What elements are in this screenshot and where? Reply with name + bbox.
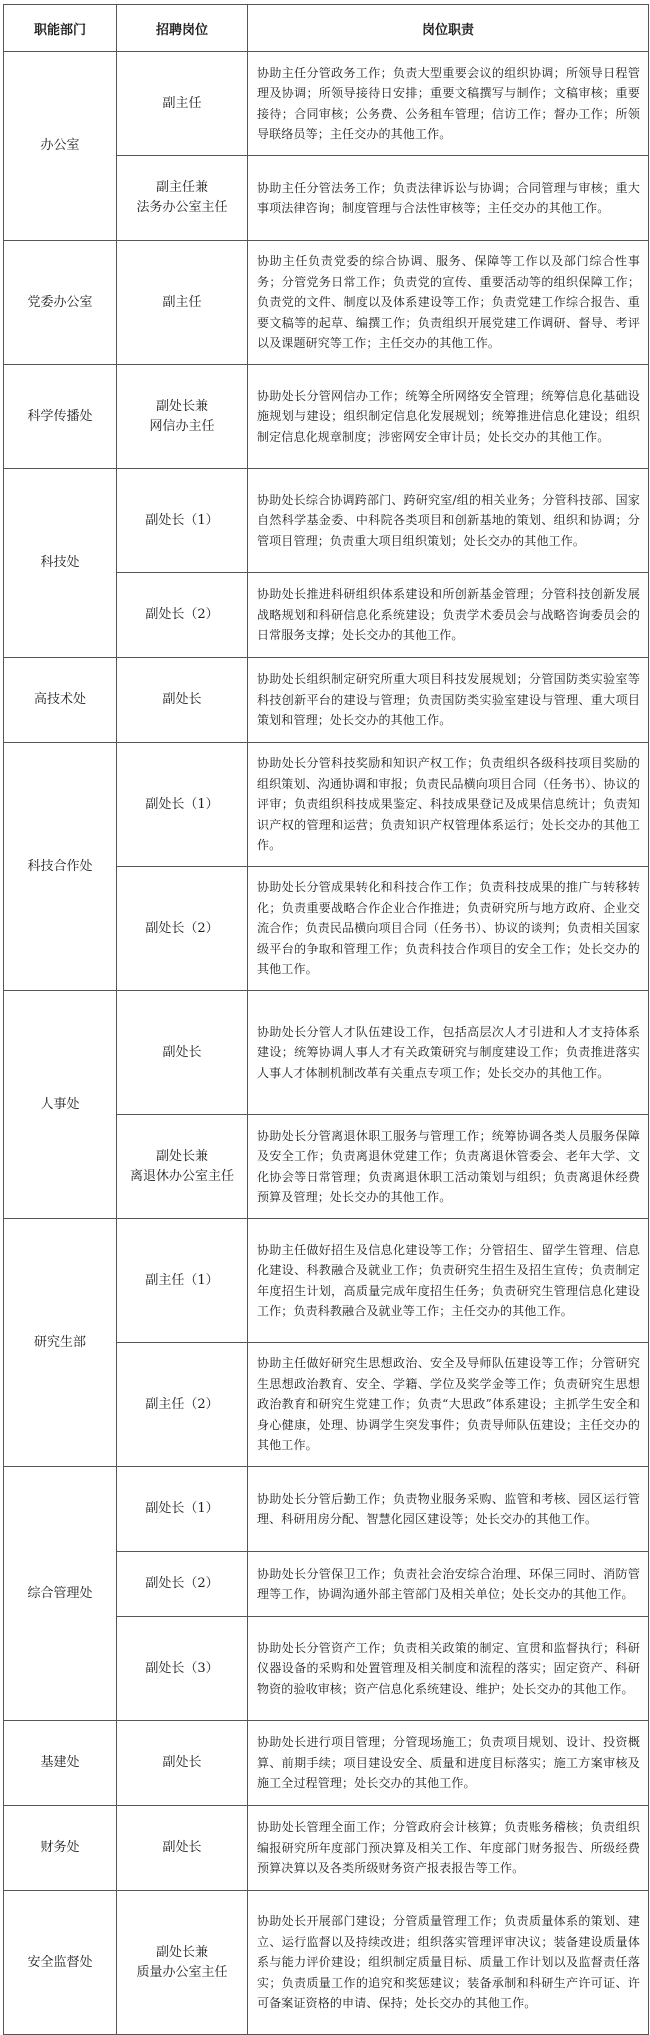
duty-cell: 协助主任分管政务工作；负责大型重要会议的组织协调；所领导日程管理及协调；所领导接待日安排；重要文稿撰写与制作；文稿审核；重要接待；合同审核；公务费、公务租车管理；信访工作；督办工作；所领导联络员等；主任交办的其他工作。 (248, 52, 649, 156)
duty-cell: 协助处长管理全面工作；分管政府会计核算；负责账务稽核；负责组织编报研究所年度部门预决算及相关工作、年度部门财务报告、所级经费预算决算以及各类所级财务资产报表报告等工作。 (248, 1806, 649, 1891)
position-cell (117, 1617, 248, 1721)
position-line: 副处长 (162, 692, 202, 707)
position-cell (117, 1219, 248, 1343)
table-row (4, 1467, 649, 1552)
duty-cell: 协助主任做好研究生思想政治、安全及导师队伍建设等工作；分管研究生思想政治教育、安全、学籍、学位及奖学金等工作；负责研究生思想政治教育和研究生党建工作；负责“大思政”体系建设；主抓学生安全和身心健康，处理、协调学生突发事件；负责导师队伍建设；主任交办的其他工作。 (248, 1343, 649, 1467)
department-cell: 科学传播处 (4, 365, 117, 469)
position-cell (117, 1806, 248, 1891)
duty-cell: 协助处长分管网信办工作；统筹全所网络安全管理；统筹信息化基础设施规划与建设；组织制定信息化发展规划；统筹推进信息化建设；组织制定信息化规章制度；涉密网安全审计员；处长交办的其他工作。 (248, 365, 649, 469)
duty-cell: 协助主任负责党委的综合协调、服务、保障等工作以及部门综合性事务；分管党务日常工作；负责党的宣传、重要活动等的组织保障工作；负责党的文件、制度以及体系建设等工作；负责党建工作综合报告、重要文稿等的起草、编撰工作；负责组织开展党建工作调研、督导、考评以及课题研究等工作；主任交办的其他工作。 (248, 241, 649, 365)
department-cell: 科技处 (4, 469, 117, 658)
department-cell: 研究生部 (4, 1219, 117, 1467)
duty-cell: 协助处长分管人才队伍建设工作，包括高层次人才引进和人才支持体系建设；统筹协调人事人才有关政策研究与制度建设工作；负责推进落实人事人才体制机制改革有关重点专项工作；处长交办的其他工作。 (248, 991, 649, 1115)
position-cell (117, 241, 248, 365)
table-row (4, 1219, 649, 1343)
duty-cell: 协助处长开展部门建设；分管质量管理工作；负责质量体系的策划、建立、运行监督以及持续改进；组织落实管理评审决议；装备建设质量体系与能力评价建设；组织制定质量目标、质量工作计划以及监督责任落实；负责质量工作的追究和奖惩建议；装备承制和科研生产许可证、许可备案证资格的申请、保持；处长交办的其他工作。 (248, 1891, 649, 2035)
table-row (4, 991, 649, 1115)
position-cell (117, 991, 248, 1115)
duty-cell: 协助主任分管法务工作；负责法律诉讼与协调；合同管理与审核；重大事项法律咨询；制度管理与合法性审核等；主任交办的其他工作。 (248, 156, 649, 241)
position-line: 副处长 (162, 1755, 202, 1770)
duty-cell: 协助处长分管科技奖励和知识产权工作；负责组织各级科技项目奖励的组织策划、沟通协调和审报；负责民品横向项目合同（任务书）、协议的评审；负责组织科技成果鉴定、科技成果登记及成果信息统计；负责知识产权的管理和运营；负责知识产权管理体系运行；处长交办的其他工作。 (248, 743, 649, 867)
duty-cell: 协助处长分管保卫工作；负责社会治安综合治理、环保三同时、消防管理等工作，协调沟通外部主管部门及相关单位；处长交办的其他工作。 (248, 1552, 649, 1617)
duty-cell: 协助处长综合协调跨部门、跨研究室/组的相关业务；分管科技部、国家自然科学基金委、中科院各类项目和创新基地的策划、组织和协调；分管项目管理；负责重大项目组织策划；处长交办的其他工作。 (248, 469, 649, 573)
department-cell: 基建处 (4, 1721, 117, 1806)
table-row (4, 365, 649, 469)
header-duty: 岗位职责 (248, 5, 649, 52)
department-cell: 人事处 (4, 991, 117, 1219)
position-line: 副主任 (162, 95, 202, 111)
table-row (4, 52, 649, 156)
table-row (4, 1721, 649, 1806)
duty-cell: 协助主任做好招生及信息化建设等工作；分管招生、留学生管理、信息化建设、科教融合及就业工作；负责研究生招生及招生宣传；负责制定年度招生计划，高质量完成年度招生任务；负责研究生管理信息化建设工作；负责科教融合及就业等工作；主任交办的其他工作。 (248, 1219, 649, 1343)
header-row (4, 5, 649, 52)
table-row (4, 1806, 649, 1891)
position-line: 离退休办公室主任 (129, 1168, 234, 1184)
position-cell (117, 1343, 248, 1467)
position-line: 副处长 (162, 1044, 202, 1060)
department-cell: 党委办公室 (4, 241, 117, 365)
position-line: 副主任（2） (145, 1396, 219, 1412)
position-line: 副处长（3） (145, 1660, 219, 1676)
position-line: 副处长（1） (145, 1501, 219, 1516)
position-cell (117, 1721, 248, 1806)
table-row (4, 241, 649, 365)
department-cell: 安全监督处 (4, 1891, 117, 2035)
position-line: 副处长兼 (155, 1944, 208, 1960)
department-cell: 财务处 (4, 1806, 117, 1891)
position-cell (117, 658, 248, 743)
position-cell (117, 1891, 248, 2035)
position-line: 法务办公室主任 (136, 200, 228, 215)
position-cell (117, 867, 248, 991)
department-cell: 科技合作处 (4, 743, 117, 991)
duty-cell: 协助处长分管资产工作；负责相关政策的制定、宣贯和监督执行；科研仪器设备的采购和处置管理及相关制度和流程的落实；固定资产、科研物资的验收审核；资产信息化系统建设、维护；处长交办的其他工作。 (248, 1617, 649, 1721)
duty-cell: 协助处长分管后勤工作；负责物业服务采购、监管和考核、园区运行管理、科研用房分配、智慧化园区建设等；处长交办的其他工作。 (248, 1467, 649, 1552)
position-line: 副处长（1） (145, 512, 219, 528)
department-cell: 办公室 (4, 52, 117, 241)
department-cell: 综合管理处 (4, 1467, 117, 1721)
position-line: 质量办公室主任 (136, 1964, 228, 1980)
position-cell (117, 156, 248, 241)
position-line: 副处长（2） (145, 1576, 219, 1591)
position-line: 副主任（1） (145, 1272, 219, 1288)
table-row (4, 469, 649, 573)
header-dept: 职能部门 (4, 5, 117, 52)
duty-cell: 协助处长进行项目管理；分管现场施工；负责项目规划、设计、投资概算、前期手续；项目建设安全、质量和进度目标落实；施工方案审核及施工全过程管理；处长交办的其他工作。 (248, 1721, 649, 1806)
position-line: 副处长（2） (145, 607, 219, 622)
duty-cell: 协助处长推进科研组织体系建设和所创新基金管理；分管科技创新发展战略规划和科研信息化系统建设；负责学术委员会与战略咨询委员会的日常服务支撑；处长交办的其他工作。 (248, 573, 649, 658)
header-position: 招聘岗位 (117, 5, 248, 52)
position-line: 副处长 (162, 1840, 202, 1855)
position-cell (117, 469, 248, 573)
position-line: 副处长（1） (145, 796, 219, 812)
position-cell (117, 743, 248, 867)
position-line: 副处长兼 (155, 1148, 208, 1164)
position-line: 网信办主任 (149, 418, 215, 434)
duty-cell: 协助处长分管成果转化和科技合作工作；负责科技成果的推广与转移转化；负责重要战略合作企业合作推进；负责研究所与地方政府、企业交流合作；负责民品横向项目合同（任务书）、协议的谈判；负责相关国家级平台的争取和管理工作；负责科技合作项目的安全工作；处长交办的其他工作。 (248, 867, 649, 991)
position-line: 副处长（2） (145, 920, 219, 936)
duty-cell: 协助处长分管离退休职工服务与管理工作；统筹协调各类人员服务保障及安全工作；负责离退休党建工作；负责离退休管委会、老年大学、文化协会等日常管理；负责离退休职工活动策划与组织；负责离退休经费预算及管理；处长交办的其他工作。 (248, 1115, 649, 1219)
job-table (3, 4, 649, 2035)
position-line: 副处长兼 (155, 398, 208, 414)
table-body (4, 52, 649, 2035)
table-row (4, 743, 649, 867)
department-cell: 高技术处 (4, 658, 117, 743)
table-row (4, 1891, 649, 2035)
position-cell (117, 52, 248, 156)
position-cell (117, 573, 248, 658)
position-line: 副主任兼 (155, 180, 208, 195)
position-cell (117, 1467, 248, 1552)
position-cell (117, 365, 248, 469)
table-row (4, 658, 649, 743)
position-cell (117, 1115, 248, 1219)
duty-cell: 协助处长组织制定研究所重大项目科技发展规划；分管国防类实验室等科技创新平台的建设与管理；负责国防类实验室建设与管理、重大项目策划和管理；处长交办的其他工作。 (248, 658, 649, 743)
position-cell (117, 1552, 248, 1617)
position-line: 副主任 (162, 294, 202, 310)
